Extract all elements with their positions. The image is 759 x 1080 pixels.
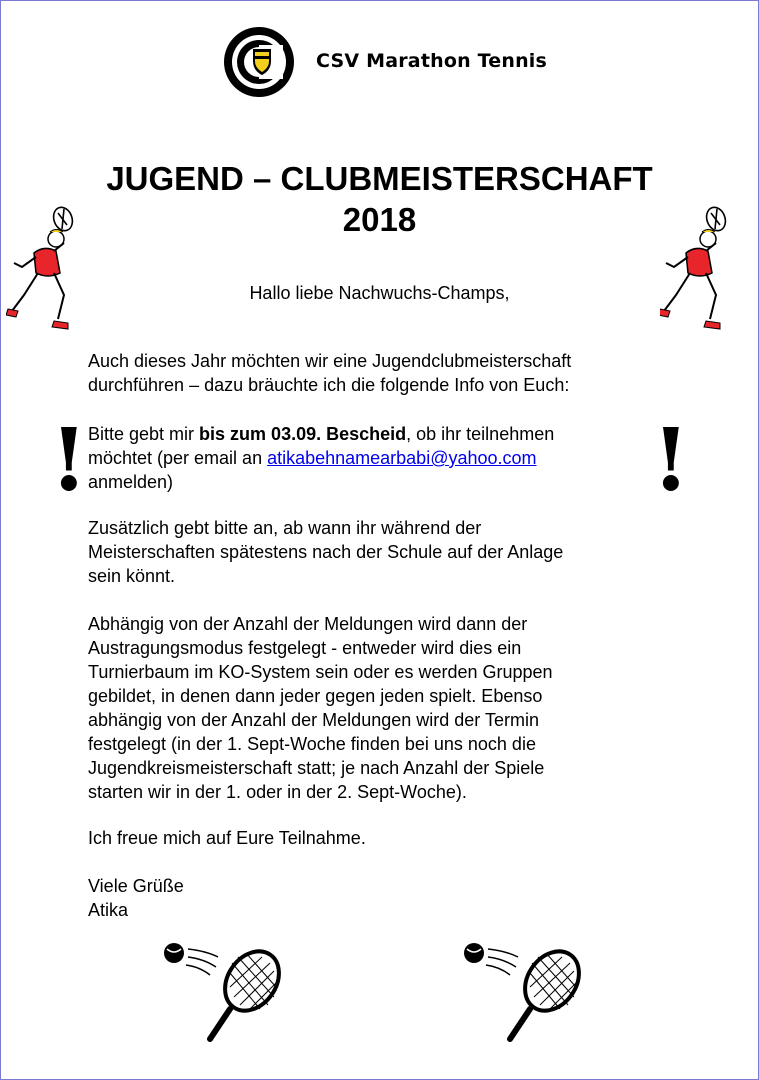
text-line: festgelegt (in der 1. Sept-Woche finden bei uns noch die — [88, 734, 536, 754]
email-link[interactable]: atikabehnamearbabi@yahoo.com — [267, 448, 537, 468]
page-title: JUGEND – CLUBMEISTERSCHAFT — [106, 160, 653, 197]
text-line: abhängig von der Anzahl der Meldungen wird der Termin — [88, 710, 539, 730]
page-title-year: 2018 — [342, 201, 417, 238]
deadline-paragraph — [88, 422, 688, 494]
signature-name: Atika — [88, 900, 129, 920]
mode-paragraph — [88, 612, 688, 804]
tennis-player-icon — [6, 205, 86, 335]
text-line: durchführen – dazu bräuchte ich die folgende Info von Euch: — [88, 375, 570, 395]
tennis-racket-ball-icon — [158, 935, 298, 1045]
signoff — [88, 874, 688, 922]
tennis-player-icon — [660, 205, 740, 335]
text-line: Jugendkreismeisterschaft statt; je nach Anzahl der Spiele — [88, 758, 545, 778]
availability-paragraph — [88, 516, 688, 588]
tennis-racket-ball-icon — [458, 935, 598, 1045]
text-segment: , ob ihr teilnehmen — [406, 424, 555, 444]
intro-paragraph — [88, 349, 688, 397]
text-line: starten wir in der 1. oder in der 2. Sept-Woche). — [88, 782, 467, 802]
text-segment: möchtet (per email an — [88, 448, 268, 468]
text-line: Turnierbaum im KO-System sein oder es werden Gruppen — [88, 662, 553, 682]
text-line: Austragungsmodus festgelegt - entweder wird dies ein — [88, 638, 522, 658]
greeting: Hallo liebe Nachwuchs-Champs, — [249, 283, 510, 303]
closing-line: Ich freue mich auf Eure Teilnahme. — [88, 828, 366, 848]
exclamation-mark: ! — [652, 410, 690, 511]
text-line: sein könnt. — [88, 566, 176, 586]
exclamation-mark: ! — [50, 410, 88, 511]
text-line: Meisterschaften spätestens nach der Schule auf der Anlage — [88, 542, 564, 562]
text-line: gebildet, in denen dann jeder gegen jeden spielt. Ebenso — [88, 686, 543, 706]
text-line — [88, 422, 688, 446]
club-name: CSV Marathon Tennis — [316, 50, 548, 72]
text-line: anmelden) — [88, 472, 174, 492]
deadline-emphasis: bis zum 03.09. Bescheid — [199, 424, 407, 444]
text-line — [88, 446, 688, 470]
text-line: Zusätzlich gebt bitte an, ab wann ihr während der — [88, 518, 482, 538]
csv-club-logo-icon — [222, 25, 296, 99]
text-line: Auch dieses Jahr möchten wir eine Jugendclubmeisterschaft — [88, 351, 572, 371]
text-segment: Bitte gebt mir — [88, 424, 200, 444]
text-line: Viele Grüße — [88, 876, 184, 896]
text-line: Abhängig von der Anzahl der Meldungen wird dann der — [88, 614, 528, 634]
